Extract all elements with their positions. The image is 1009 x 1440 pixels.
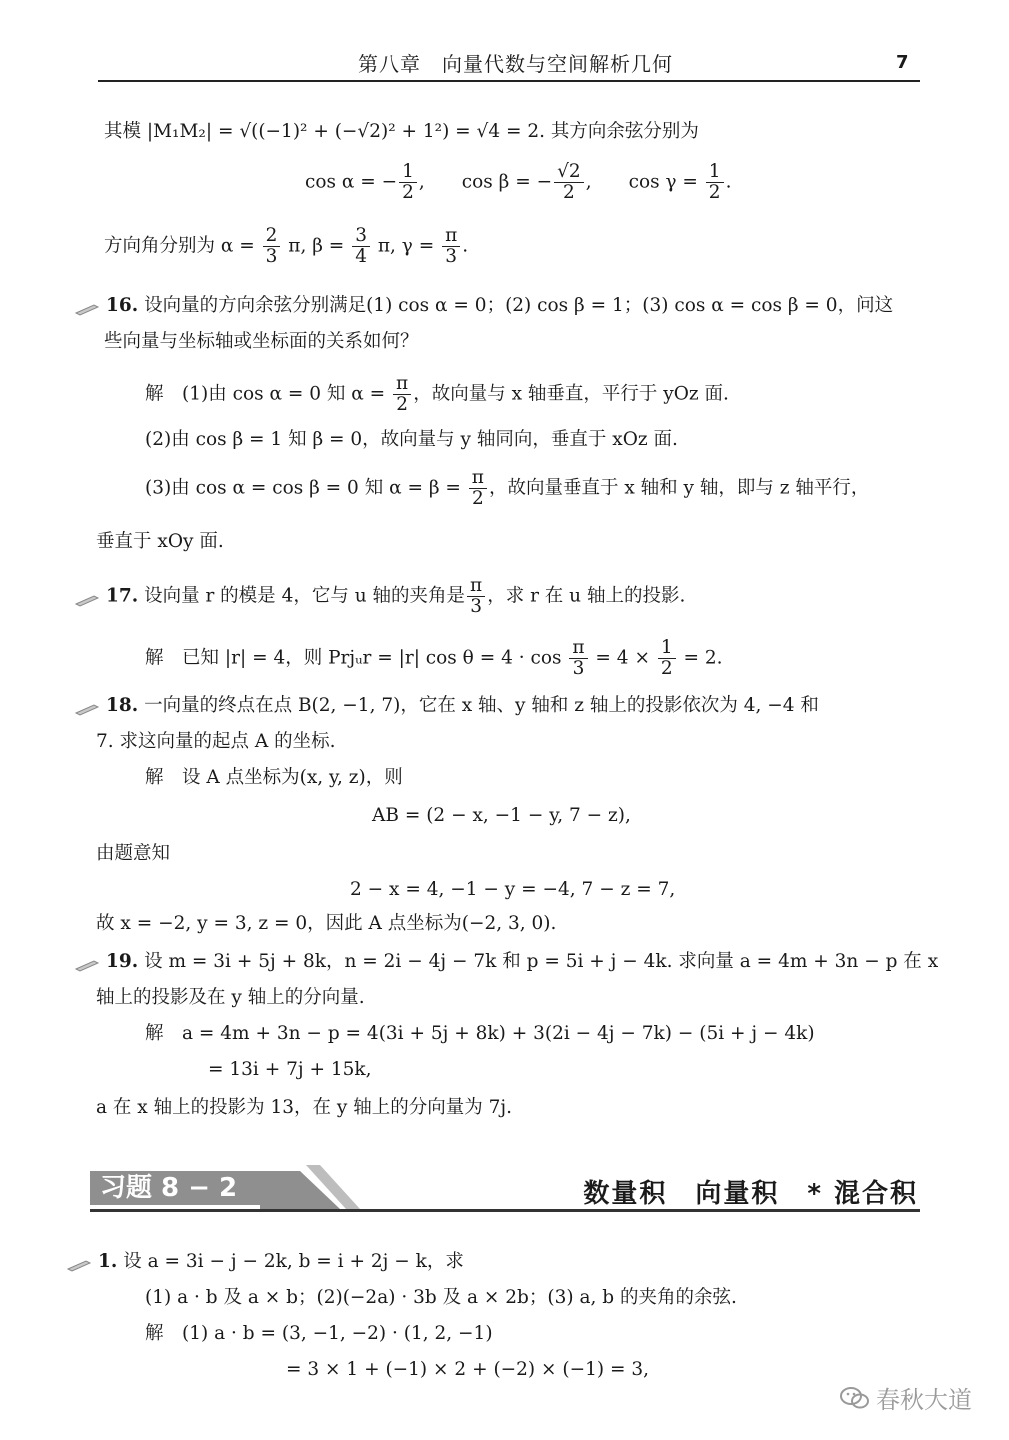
fraction-denominator: 2 — [471, 488, 484, 509]
direction-cosines-line — [305, 162, 731, 203]
solution-16-part1 — [145, 374, 729, 415]
wechat-icon — [840, 1386, 870, 1416]
problem-text: 一向量的终点在点 B(2, −1, 7)，它在 x 轴、y 轴和 z 轴上的投影依次为 4, −4 和 — [144, 695, 819, 716]
problem-number: 19. — [106, 951, 139, 972]
fraction-numerator: π — [442, 226, 460, 247]
fraction-pi-over-2 — [469, 468, 487, 509]
solution-text: ，故向量与 x 轴垂直，平行于 yOz 面. — [413, 383, 729, 405]
pencil-icon — [74, 590, 102, 604]
exercise-1 — [66, 1250, 464, 1274]
problem-text: 设 a = 3i − j − 2k, b = i + 2j − k，求 — [123, 1251, 464, 1272]
exercise-1-solution-line2: = 3 × 1 + (−1) × 2 + (−2) × (−1) = 3, — [286, 1359, 650, 1380]
problem-16-cont: 些向量与坐标轴或坐标面的关系如何？ — [104, 331, 419, 352]
problem-text: 设 m = 3i + 5j + 8k，n = 2i − 4j − 7k 和 p = 5i + j − 4k. 求向量 a = 4m + 3n − p 在 x — [144, 951, 939, 972]
fraction-root2-over-2 — [554, 162, 584, 203]
solution-19-line2: = 13i + 7j + 15k, — [208, 1059, 372, 1080]
solution-16-part2: (2)由 cos β = 1 知 β = 0，故向量与 y 轴同向，垂直于 xOz 面. — [145, 429, 678, 450]
angles-text: 方向角分别为 α = — [104, 235, 261, 257]
fraction-denominator: 2 — [402, 182, 414, 203]
exercise-1-parts: (1) a · b 及 a × b；(2)(−2a) · 3b 及 a × 2b；(3) a, b 的夹角的余弦. — [145, 1287, 737, 1308]
cos-beta-text: , cos β = − — [418, 171, 553, 193]
chapter-header-title: 第八章 向量代数与空间解析几何 — [358, 52, 673, 76]
fraction-denominator: 4 — [355, 246, 367, 267]
problem-number: 17. — [106, 585, 139, 607]
solution-text: ，故向量垂直于 x 轴和 y 轴，即与 z 轴平行， — [488, 477, 870, 499]
pencil-icon — [74, 955, 102, 969]
fraction-denominator: 2 — [396, 394, 408, 415]
magnitude-line: 其模 |M₁M₂| = √((−1)² + (−√2)² + 1²) = √4 = 2. 其方向余弦分别为 — [104, 121, 699, 142]
fraction-numerator: π — [467, 576, 485, 597]
fraction-pi-over-3 — [569, 638, 587, 679]
fraction-numerator: π — [569, 638, 587, 659]
solution-19-line1: 解 a = 4m + 3n − p = 4(3i + 5j + 8k) + 3(2i − 4j − 7k) − (5i + j − 4k) — [145, 1023, 815, 1044]
solution-16-part3 — [145, 468, 869, 509]
fraction-pi-over-3 — [467, 576, 485, 617]
fraction-denominator: 3 — [265, 246, 278, 267]
solution-18-line4: 2 − x = 4, −1 − y = −4, 7 − z = 7, — [350, 879, 676, 900]
cos-gamma-text: , cos γ = — [585, 171, 704, 193]
problem-text: 设向量 r 的模是 4，它与 u 轴的夹角是 — [144, 585, 466, 607]
exercise-section-band — [90, 1165, 920, 1211]
fraction-three-quarters — [352, 226, 370, 267]
solution-text: 解 已知 |r| = 4，则 Prjᵤr = |r| cos θ = 4 · cos — [145, 647, 568, 669]
pencil-icon — [74, 299, 102, 313]
pencil-icon — [74, 699, 102, 713]
fraction-numerator: 1 — [658, 638, 676, 659]
fraction-numerator: 1 — [399, 162, 417, 183]
section-topics: 数量积 向量积 * 混合积 — [583, 1179, 918, 1209]
problem-18 — [74, 694, 819, 718]
solution-18-line5: 故 x = −2, y = 3, z = 0，因此 A 点坐标为(−2, 3, 0). — [96, 913, 557, 934]
header-rule — [98, 80, 920, 82]
problem-number: 16. — [106, 295, 139, 316]
fraction-one-half-2 — [706, 162, 724, 203]
page-number: 7 — [896, 52, 909, 73]
fraction-denominator: 2 — [563, 182, 575, 203]
problem-16 — [74, 294, 893, 318]
problem-19 — [74, 950, 938, 974]
problem-number: 1. — [98, 1251, 118, 1272]
fraction-numerator: 2 — [263, 226, 281, 247]
exercise-section-label: 习题 8 − 2 — [90, 1171, 280, 1205]
fraction-numerator: 3 — [352, 226, 370, 247]
cos-alpha-text: cos α = − — [305, 171, 398, 193]
watermark-text: 春秋大道 — [876, 1386, 972, 1414]
problem-text: ，求 r 在 u 轴上的投影. — [487, 585, 686, 607]
solution-text: = 4 × — [589, 647, 656, 669]
fraction-denominator: 3 — [445, 246, 458, 267]
fraction-denominator: 3 — [470, 596, 482, 617]
solution-text: (3)由 cos α = cos β = 0 知 α = β = — [145, 477, 467, 499]
fraction-numerator: 1 — [706, 162, 724, 183]
solution-text: 解 (1)由 cos α = 0 知 α = — [145, 383, 392, 405]
angles-text-gamma: π, γ = — [371, 235, 441, 257]
fraction-numerator: π — [469, 468, 487, 489]
problem-text: 设向量的方向余弦分别满足(1) cos α = 0；(2) cos β = 1；(3) cos α = cos β = 0，问这 — [144, 295, 894, 316]
problem-18-cont: 7. 求这向量的起点 A 的坐标. — [96, 731, 336, 752]
solution-19-line3: a 在 x 轴上的投影为 13，在 y 轴上的分向量为 7j. — [96, 1097, 513, 1118]
fraction-numerator: π — [393, 374, 411, 395]
period: . — [725, 171, 732, 193]
fraction-one-half — [399, 162, 417, 203]
fraction-two-thirds — [263, 226, 281, 267]
fraction-denominator: 2 — [708, 182, 721, 203]
pencil-icon — [66, 1255, 94, 1269]
exercise-1-solution-line1: 解 (1) a · b = (3, −1, −2) · (1, 2, −1) — [145, 1323, 493, 1344]
problem-19-cont: 轴上的投影及在 y 轴上的分向量. — [96, 987, 365, 1008]
period: . — [462, 235, 469, 257]
problem-17 — [74, 576, 685, 617]
solution-text: = 2. — [677, 647, 723, 669]
fraction-pi-over-3 — [442, 226, 460, 267]
solution-16-part3-cont: 垂直于 xOy 面. — [96, 531, 224, 552]
solution-18-line1: 解 设 A 点坐标为(x, y, z)，则 — [145, 767, 403, 788]
angles-text-beta: π, β = — [282, 235, 351, 257]
solution-18-line3: 由题意知 — [96, 843, 171, 864]
fraction-one-half — [658, 638, 676, 679]
fraction-denominator: 3 — [572, 658, 585, 679]
direction-angles-line — [104, 226, 468, 267]
fraction-pi-over-2 — [393, 374, 411, 415]
solution-17 — [145, 638, 723, 679]
fraction-denominator: 2 — [660, 658, 673, 679]
problem-number: 18. — [106, 695, 139, 716]
solution-18-line2: AB = (2 − x, −1 − y, 7 − z), — [372, 805, 631, 826]
fraction-numerator: √2 — [554, 162, 584, 183]
watermark — [840, 1380, 972, 1416]
band-rule — [90, 1209, 920, 1212]
band-slant-decoration — [260, 1165, 370, 1211]
